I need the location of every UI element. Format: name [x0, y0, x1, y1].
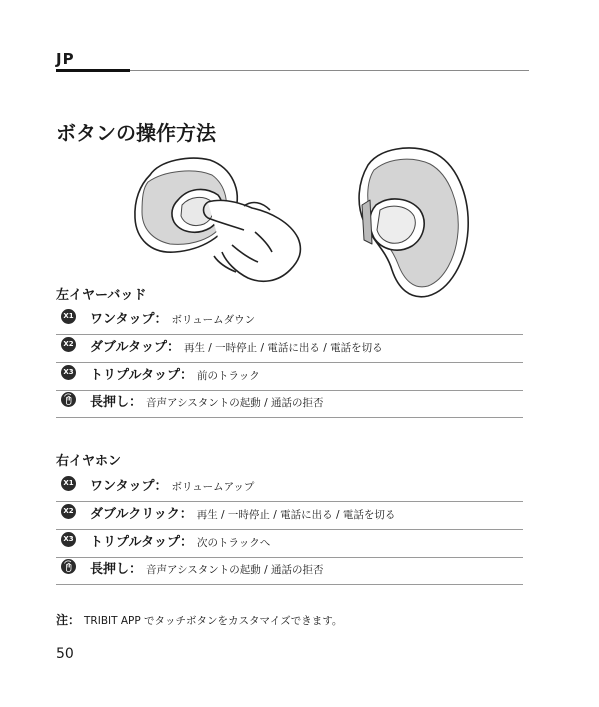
operation-description: ボリュームアップ — [171, 481, 255, 493]
operation-text — [90, 558, 324, 577]
hand-press-icon — [61, 392, 76, 407]
operation-description: 再生 / 一時停止 / 電話に出る / 電話を切る — [183, 342, 383, 354]
earbud-illustration — [0, 0, 599, 310]
operation-text — [90, 336, 383, 355]
page-title: ボタンの操作方法 — [56, 121, 216, 145]
operation-text — [90, 503, 395, 522]
table-row — [56, 502, 523, 530]
operation-description: 次のトラックへ — [196, 537, 271, 549]
operation-text — [90, 364, 260, 383]
note-text: TRIBIT APP でタッチボタンをカスタマイズできます。 — [84, 615, 343, 627]
table-row — [56, 363, 523, 391]
table-row — [56, 335, 523, 363]
operation-label: ダブルタップ： — [90, 340, 180, 355]
x3-badge: X3 — [61, 532, 76, 547]
operation-label: ワンタップ： — [90, 312, 168, 327]
operation-text — [90, 475, 254, 494]
left-earbud-drawing — [135, 158, 301, 281]
table-row — [56, 557, 523, 585]
table-row — [56, 307, 523, 335]
operation-text — [90, 531, 270, 550]
operation-description: 音声アシスタントの起動 / 通話の拒否 — [146, 397, 324, 409]
table-row — [56, 390, 523, 418]
operation-description: 音声アシスタントの起動 / 通話の拒否 — [146, 564, 324, 576]
x1-badge: X1 — [61, 476, 76, 491]
section-heading-right-earbud: 右イヤホン — [56, 454, 122, 469]
x1-badge: X1 — [61, 309, 76, 324]
x2-badge: X2 — [61, 504, 76, 519]
operation-label: ダブルクリック： — [90, 507, 193, 522]
x2-badge: X2 — [61, 337, 76, 352]
operation-label: 長押し： — [90, 562, 143, 577]
language-code: JP — [56, 50, 75, 68]
operation-description: 前のトラック — [196, 370, 260, 382]
note — [56, 611, 342, 628]
table-row — [56, 530, 523, 558]
operation-label: トリプルタップ： — [90, 368, 193, 383]
right-earbud-drawing — [359, 148, 468, 297]
operation-label: ワンタップ： — [90, 479, 168, 494]
operation-description: ボリュームダウン — [171, 314, 256, 326]
operation-label: トリプルタップ： — [90, 535, 193, 550]
x3-badge: X3 — [61, 365, 76, 380]
hand-press-icon — [61, 559, 76, 574]
operation-text — [90, 308, 255, 327]
table-row — [56, 474, 523, 502]
operation-description: 再生 / 一時停止 / 電話に出る / 電話を切る — [196, 509, 396, 521]
note-label: 注： — [56, 613, 81, 627]
operation-text — [90, 391, 324, 410]
page-number: 50 — [56, 646, 74, 662]
section-heading-left-earbud: 左イヤーバッド — [56, 288, 147, 303]
operation-label: 長押し： — [90, 395, 143, 410]
